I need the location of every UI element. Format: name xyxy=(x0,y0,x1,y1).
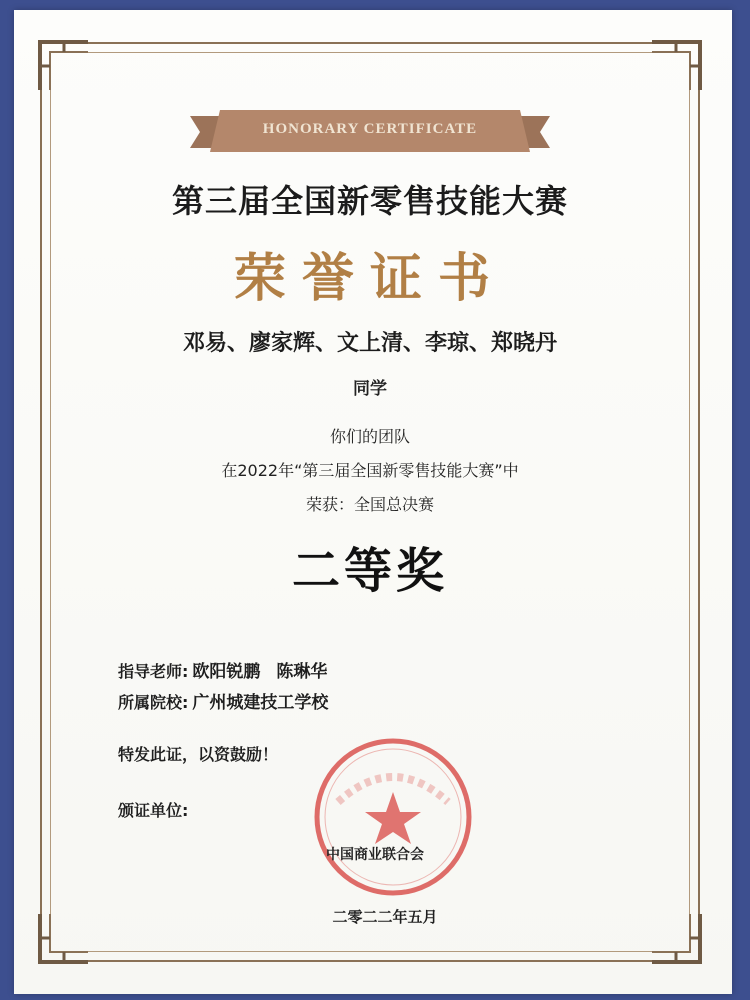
certificate-heading: 荣誉证书 xyxy=(233,248,506,309)
encouragement-text: 特发此证，以资鼓励！ xyxy=(118,745,279,764)
school-row xyxy=(118,688,328,713)
award-level: 二等奖 xyxy=(291,543,448,599)
corner-ornament-bottom-right xyxy=(646,908,706,968)
advisor-label: 指导老师: xyxy=(118,662,189,681)
official-seal-stamp xyxy=(308,732,478,902)
school-label: 所属院校: xyxy=(118,693,189,712)
team-line: 你们的团队 xyxy=(329,427,410,446)
advisor-name-2: 陈琳华 xyxy=(276,662,328,682)
honorary-certificate-ribbon xyxy=(190,108,550,154)
school-name: 广州城建技工学校 xyxy=(192,693,329,713)
ribbon-text: HONORARY CERTIFICATE xyxy=(262,121,478,137)
corner-ornament-bottom-left xyxy=(34,908,94,968)
corner-ornament-top-right xyxy=(646,36,706,96)
competition-title: 第三届全国新零售技能大赛 xyxy=(171,182,568,220)
event-line: 在2022年“第三届全国新零售技能大赛”中 xyxy=(221,461,519,480)
issuer-name: 中国商业联合会 xyxy=(326,847,424,863)
issue-date: 二零二二年五月 xyxy=(332,908,438,926)
advisor-name-1: 欧阳锐鹏 xyxy=(192,662,261,682)
classmate-suffix: 同学 xyxy=(353,379,387,399)
advisor-row xyxy=(118,657,327,682)
won-line: 荣获：全国总决赛 xyxy=(305,495,434,514)
recipient-names: 邓易、廖家辉、文上清、李琼、郑晓丹 xyxy=(182,330,557,356)
issuer-label: 颁证单位: xyxy=(118,801,189,820)
corner-ornament-top-left xyxy=(34,36,94,96)
